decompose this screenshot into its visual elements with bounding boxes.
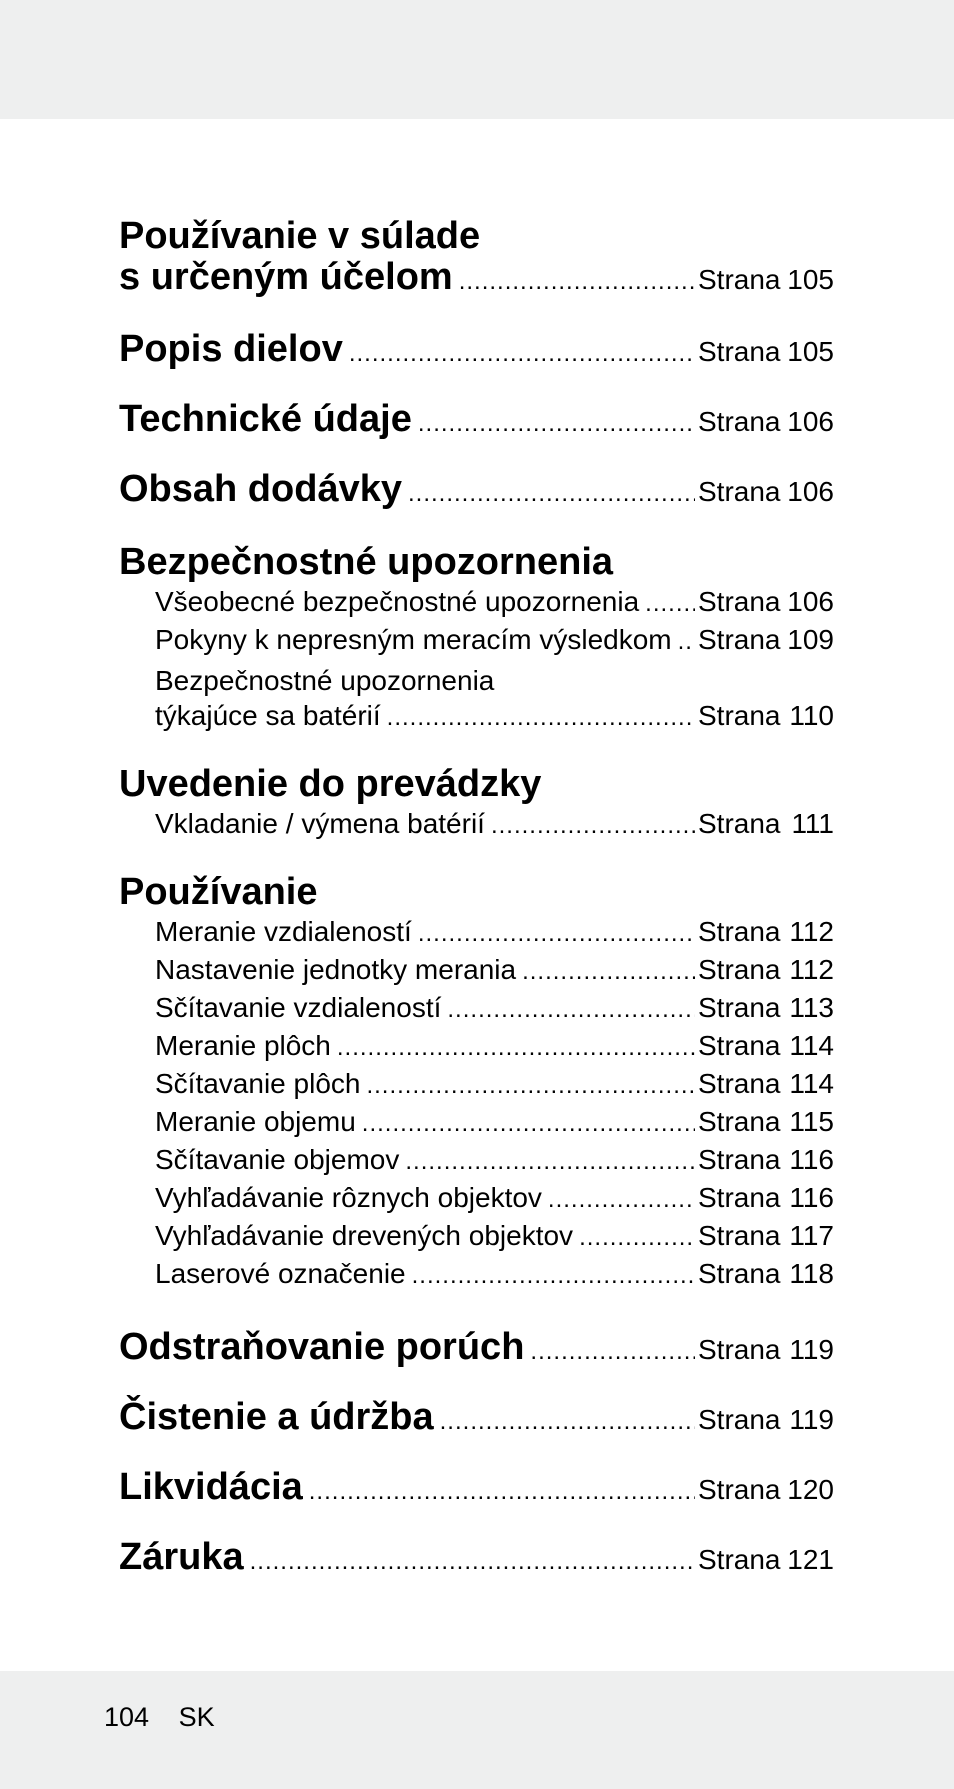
toc-subentry[interactable] xyxy=(119,1220,834,1258)
page-prefix: Strana xyxy=(698,1544,781,1575)
page-prefix: Strana xyxy=(698,1220,781,1251)
page-prefix: Strana xyxy=(698,1068,781,1099)
top-band xyxy=(0,0,954,119)
toc-subtitle: Meranie plôch xyxy=(155,1030,331,1061)
toc-entry-disposal[interactable] xyxy=(119,1466,834,1536)
leader-dots xyxy=(522,958,695,986)
leader-dots xyxy=(362,1110,695,1138)
toc-title-line: s určeným účelom xyxy=(119,256,453,298)
leader-dots xyxy=(440,1408,695,1436)
toc-section-usage xyxy=(119,872,834,1296)
page-footer xyxy=(104,1702,237,1733)
page-prefix: Strana xyxy=(698,992,781,1023)
page-prefix: Strana xyxy=(698,808,781,839)
page-number: 114 xyxy=(789,1030,834,1061)
page-prefix: Strana xyxy=(698,1334,781,1365)
leader-dots xyxy=(412,1262,695,1290)
leader-dots xyxy=(579,1224,695,1252)
page-number: 112 xyxy=(789,954,834,985)
page-prefix: Strana xyxy=(698,954,781,985)
page-prefix: Strana xyxy=(698,586,781,617)
page-number: 105 xyxy=(787,336,834,367)
toc-entry-parts-description[interactable] xyxy=(119,328,834,398)
toc-title: Popis dielov xyxy=(119,328,343,370)
toc-subtitle: Nastavenie jednotky merania xyxy=(155,954,517,985)
page-prefix: Strana xyxy=(698,1030,781,1061)
leader-dots xyxy=(447,996,695,1024)
toc-subtitle: Meranie vzdialeností xyxy=(155,916,412,947)
page-prefix: Strana xyxy=(698,1258,781,1289)
toc-subentry[interactable] xyxy=(119,1144,834,1182)
leader-dots xyxy=(309,1478,695,1506)
toc-subtitle: Sčítavanie plôch xyxy=(155,1068,361,1099)
page-prefix: Strana xyxy=(698,1182,781,1213)
toc-title: Bezpečnostné upozornenia xyxy=(119,541,614,583)
toc-subentry[interactable] xyxy=(119,1030,834,1068)
toc-entry-warranty[interactable] xyxy=(119,1536,834,1606)
page-number: 116 xyxy=(789,1144,834,1175)
toc-entry[interactable] xyxy=(119,256,834,302)
leader-dots xyxy=(250,1548,695,1576)
toc-title: Odstraňovanie porúch xyxy=(119,1326,525,1368)
leader-dots xyxy=(530,1338,695,1366)
toc-subtitle: Vyhľadávanie drevených objektov xyxy=(155,1220,574,1251)
toc-subtitle: Sčítavanie objemov xyxy=(155,1144,400,1175)
page-number: 119 xyxy=(789,1404,834,1435)
page-number: 106 xyxy=(787,586,834,617)
toc-entry-cleaning[interactable] xyxy=(119,1396,834,1466)
page-number: 116 xyxy=(789,1182,834,1213)
toc-title: Likvidácia xyxy=(119,1466,303,1508)
toc-subentry[interactable] xyxy=(119,954,834,992)
leader-dots xyxy=(678,628,695,656)
toc-subtitle: Laserové označenie xyxy=(155,1258,406,1289)
page-number: 106 xyxy=(787,406,834,437)
page-prefix: Strana xyxy=(698,700,781,731)
page-prefix: Strana xyxy=(698,264,781,295)
toc-subtitle: Všeobecné bezpečnostné upozornenia xyxy=(155,586,640,617)
toc-subtitle: Vyhľadávanie rôznych objektov xyxy=(155,1182,542,1213)
toc-section-safety xyxy=(119,542,834,738)
page-number: 110 xyxy=(789,700,834,731)
leader-dots xyxy=(405,1148,695,1176)
toc-title: Záruka xyxy=(119,1536,244,1578)
toc-subtitle: týkajúce sa batérií xyxy=(155,700,381,731)
toc-subentry[interactable] xyxy=(119,808,834,846)
page-prefix: Strana xyxy=(698,406,781,437)
toc-title: Technické údaje xyxy=(119,398,412,440)
toc-entry-package-contents[interactable] xyxy=(119,468,834,538)
leader-dots xyxy=(349,340,695,368)
leader-dots xyxy=(408,480,695,508)
toc-section-startup xyxy=(119,764,834,846)
toc-section-intended-use xyxy=(119,216,834,302)
page-prefix: Strana xyxy=(698,1144,781,1175)
toc-subentry[interactable] xyxy=(119,1068,834,1106)
toc-entry-technical-data[interactable] xyxy=(119,398,834,468)
page-prefix: Strana xyxy=(698,1404,781,1435)
toc-subentry[interactable] xyxy=(119,992,834,1030)
footer-page-number: 104 xyxy=(104,1702,150,1732)
toc-subentry[interactable] xyxy=(119,586,834,624)
page-number: 111 xyxy=(791,808,834,839)
toc-subentry[interactable] xyxy=(119,1106,834,1144)
toc-title: Obsah dodávky xyxy=(119,468,402,510)
page-prefix: Strana xyxy=(698,916,781,947)
toc-subentry[interactable] xyxy=(119,700,834,738)
leader-dots xyxy=(548,1186,695,1214)
toc-subentry[interactable] xyxy=(119,916,834,954)
leader-dots xyxy=(418,410,695,438)
page-prefix: Strana xyxy=(698,336,781,367)
page-number: 105 xyxy=(787,264,834,295)
toc-entry-troubleshooting[interactable] xyxy=(119,1326,834,1396)
page-prefix: Strana xyxy=(698,476,781,507)
toc-subentry[interactable] xyxy=(119,1182,834,1220)
page-number: 121 xyxy=(787,1544,834,1575)
leader-dots xyxy=(366,1072,695,1100)
page-number: 114 xyxy=(789,1068,834,1099)
page-number: 106 xyxy=(787,476,834,507)
toc-title: Čistenie a údržba xyxy=(119,1396,434,1438)
page-number: 109 xyxy=(787,624,834,655)
leader-dots xyxy=(645,590,695,618)
leader-dots xyxy=(418,920,695,948)
toc-title: Používanie xyxy=(119,871,318,913)
footer-language-code: SK xyxy=(178,1702,215,1732)
toc-subentry[interactable] xyxy=(119,1258,834,1296)
page-prefix: Strana xyxy=(698,1106,781,1137)
toc-subtitle: Sčítavanie vzdialeností xyxy=(155,992,442,1023)
page-prefix: Strana xyxy=(698,624,781,655)
toc-subtitle-line: Bezpečnostné upozornenia xyxy=(155,665,495,696)
toc-subtitle: Vkladanie / výmena batérií xyxy=(155,808,485,839)
toc-subtitle: Pokyny k nepresným meracím výsledkom xyxy=(155,624,672,655)
leader-dots xyxy=(459,268,695,296)
page-number: 119 xyxy=(789,1334,834,1365)
page-number: 113 xyxy=(789,992,834,1023)
page-number: 117 xyxy=(789,1220,834,1251)
leader-dots xyxy=(337,1034,695,1062)
page-number: 112 xyxy=(789,916,834,947)
page-prefix: Strana xyxy=(698,1474,781,1505)
page-number: 120 xyxy=(787,1474,834,1505)
leader-dots xyxy=(387,704,695,732)
toc-title: Uvedenie do prevádzky xyxy=(119,763,542,805)
leader-dots xyxy=(491,812,695,840)
toc-subentry[interactable] xyxy=(119,624,834,662)
page-number: 118 xyxy=(789,1258,834,1289)
toc-subtitle: Meranie objemu xyxy=(155,1106,356,1137)
table-of-contents xyxy=(119,216,834,1606)
toc-title-line: Používanie v súlade xyxy=(119,215,481,257)
page-number: 115 xyxy=(789,1106,834,1137)
